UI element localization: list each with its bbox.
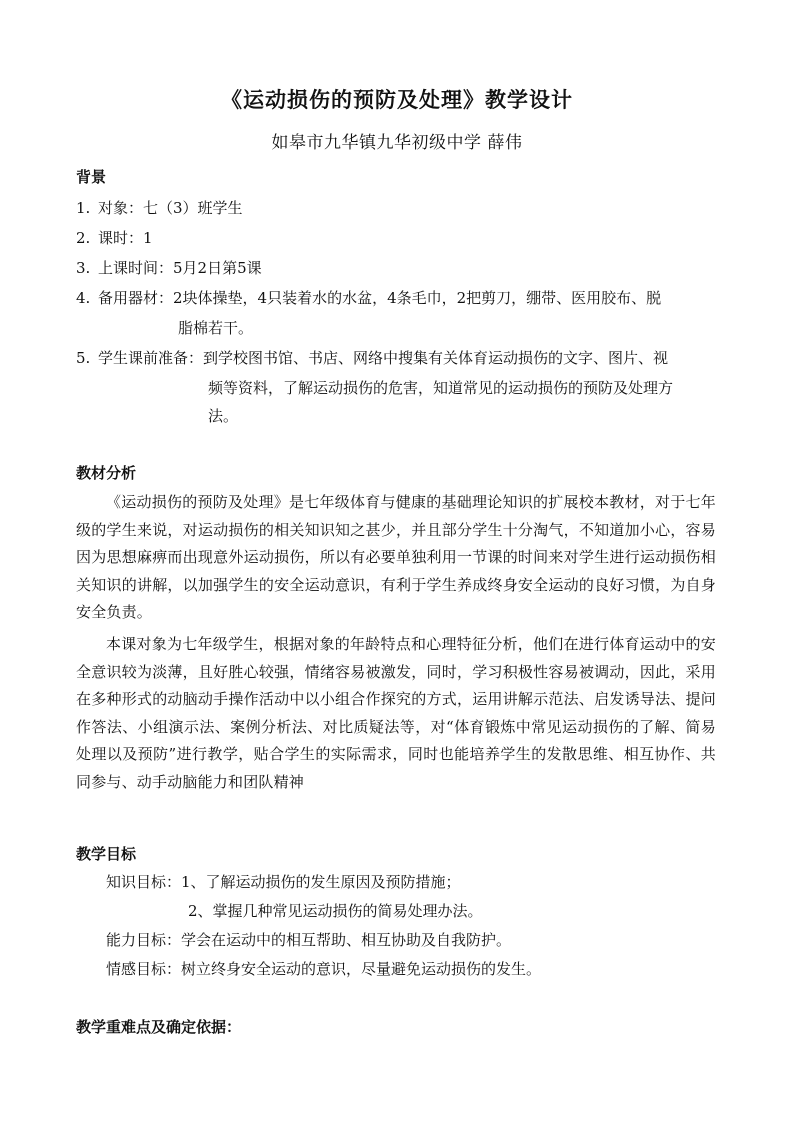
background-item-3 <box>76 258 262 278</box>
goals-heading: 教学目标 <box>76 845 137 863</box>
author-line: 如皋市九华镇九华初级中学 薛伟 <box>271 133 523 153</box>
key-points-heading: 教学重难点及确定依据： <box>76 1018 242 1036</box>
background-item-1 <box>76 198 243 218</box>
item-text: 课时：1 <box>98 229 153 247</box>
item-number: 3. <box>76 259 91 277</box>
analysis-paragraph-2: 本课对象为七年级学生，根据对象的年龄特点和心理特征分析，他们在进行体育运动中的安全意识较为淡薄，且好胜心较强，情绪容易被激发，同时，学习积极性容易被调动，因此，采用在多种形式的动脑动手操作活动中以小组合作探究的方式，运用讲解示范法、启发诱导法、提问作答法、小组演示法、案例分析法、对比质疑法等，对“体育锻炼中常见运动损伤的了解、简易处理以及预防”进行教学，贴合学生的实际需求，同时也能培养学生的发散思维、相互协作、共同参与、动手动脑能力和团队精神 <box>76 635 716 791</box>
item-text: 备用器材：2块体操垫，4只装着水的水盆，4条毛巾，2把剪刀，绷带、医用胶布、脱 <box>98 289 662 307</box>
background-item-4 <box>76 288 661 308</box>
item-text: 学生课前准备：到学校图书馆、书店、网络中搜集有关体育运动损伤的文字、图片、视 <box>98 349 669 367</box>
item-number: 4. <box>76 289 91 307</box>
knowledge-goal-2: 2、掌握几种常见运动损伤的简易处理办法。 <box>188 902 483 920</box>
background-item-5-continuation-1: 频等资料，了解运动损伤的危害，知道常见的运动损伤的预防及处理方 <box>208 379 674 397</box>
ability-goal: 能力目标：学会在运动中的相互帮助、相互协助及自我防护。 <box>106 931 512 949</box>
background-item-5-continuation-2: 法。 <box>208 407 239 425</box>
item-text: 对象：七（3）班学生 <box>98 199 243 217</box>
item-text: 上课时间：5月2日第5课 <box>98 259 262 277</box>
analysis-heading: 教材分析 <box>76 464 137 482</box>
item-number: 1. <box>76 199 91 217</box>
background-item-4-continuation: 脂棉若干。 <box>178 319 254 337</box>
background-heading: 背景 <box>76 168 107 186</box>
emotion-goal: 情感目标：树立终身安全运动的意识，尽量避免运动损伤的发生。 <box>106 960 542 978</box>
analysis-paragraph-1: 《运动损伤的预防及处理》是七年级体育与健康的基础理论知识的扩展校本教材，对于七年级的学生来说，对运动损伤的相关知识知之甚少，并且部分学生十分淘气，不知道加小心，容易因为思想麻痹而出现意外运动损伤，所以有必要单独利用一节课的时间来对学生进行运动损伤相关知识的讲解，以加强学生的安全运动意识，有利于学生养成终身安全运动的良好习惯，为自身安全负责。 <box>76 493 716 622</box>
background-item-5 <box>76 348 668 368</box>
knowledge-goal-1: 知识目标：1、了解运动损伤的发生原因及预防措施； <box>106 873 461 891</box>
document-title: 《运动损伤的预防及处理》教学设计 <box>221 87 573 112</box>
item-number: 2. <box>76 229 91 247</box>
background-item-2 <box>76 228 153 248</box>
item-number: 5. <box>76 349 91 367</box>
